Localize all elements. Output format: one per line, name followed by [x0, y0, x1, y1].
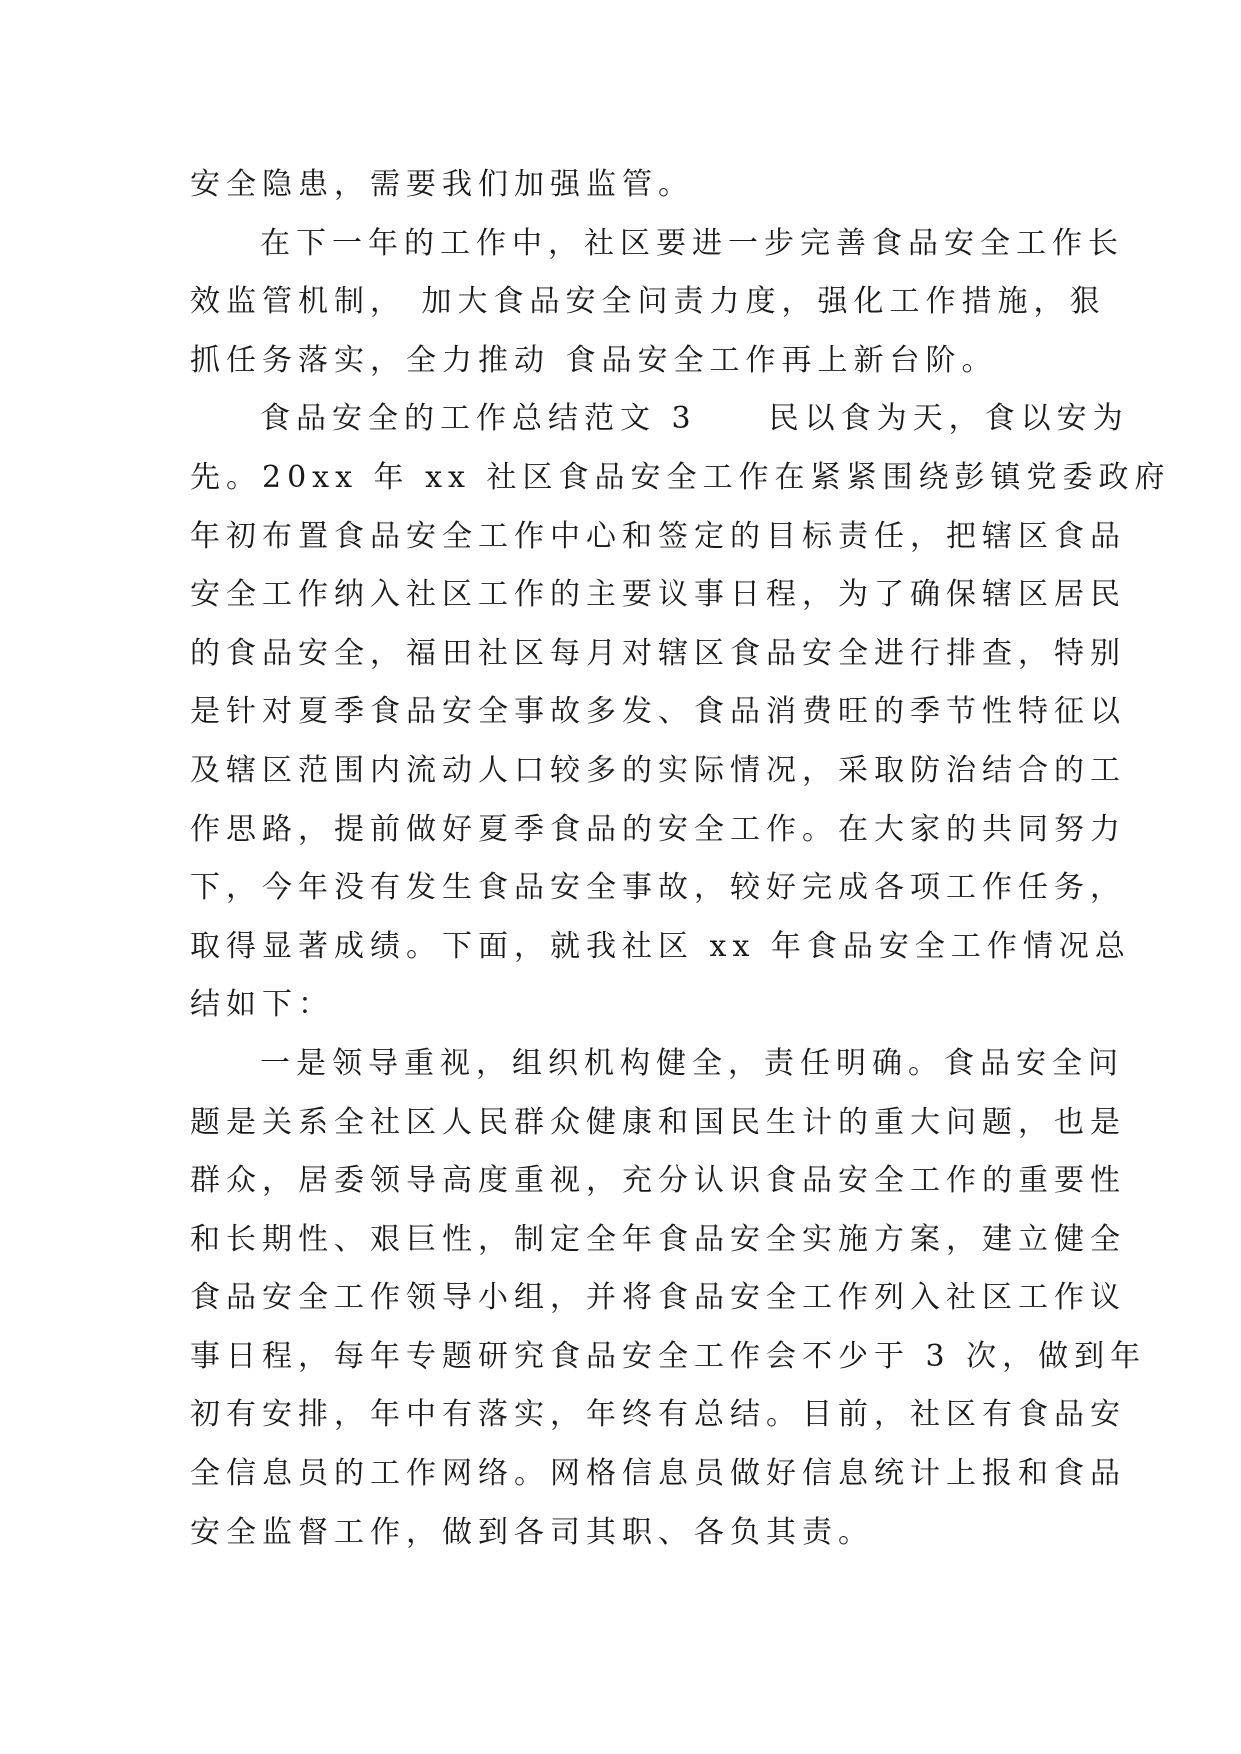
text-line: 作思路，提前做好夏季食品的安全工作。在大家的共同努力 — [190, 811, 1126, 847]
text-line: 先。20xx 年 xx 社区食品安全工作在紧紧围绕彭镇党委政府 — [190, 459, 1171, 495]
text-line: 安全工作纳入社区工作的主要议事日程，为了确保辖区居民 — [190, 577, 1126, 613]
text-line: 取得显著成绩。下面，就我社区 xx 年食品安全工作情况总 — [190, 928, 1131, 964]
text-line: 一是领导重视，组织机构健全，责任明确。食品安全问 — [260, 1045, 1124, 1081]
text-line: 安全隐患，需要我们加强监管。 — [190, 167, 694, 202]
text-line: 食品安全工作领导小组，并将食品安全工作列入社区工作议 — [190, 1280, 1126, 1316]
text-line: 和长期性、艰巨性，制定全年食品安全实施方案，建立健全 — [190, 1221, 1126, 1257]
text-line: 全信息员的工作网络。网格信息员做好信息统计上报和食品 — [190, 1456, 1126, 1492]
text-line: 是针对夏季食品安全事故多发、食品消费旺的季节性特征以 — [190, 694, 1126, 730]
text-line: 及辖区范围内流动人口较多的实际情况，采取防治结合的工 — [190, 752, 1126, 788]
text-line: 的食品安全，福田社区每月对辖区食品安全进行排查，特别 — [190, 635, 1126, 671]
text-line: 初有安排，年中有落实，年终有总结。目前，社区有食品安 — [190, 1397, 1126, 1433]
text-line: 效监管机制， 加大食品安全问责力度，强化工作措施，狠 — [190, 284, 1106, 320]
text-line: 年初布置食品安全工作中心和签定的目标责任，把辖区食品 — [190, 518, 1126, 554]
text-line: 安全监督工作，做到各司其职、各负其责。 — [190, 1514, 874, 1550]
text-line: 在下一年的工作中，社区要进一步完善食品安全工作长 — [260, 225, 1124, 261]
text-line: 食品安全的工作总结范文 3 民以食为天，食以安为 — [260, 401, 1129, 437]
text-line: 题是关系全社区人民群众健康和国民生计的重大问题，也是 — [190, 1104, 1126, 1140]
text-line: 结如下： — [190, 987, 334, 1023]
text-line: 抓任务落实，全力推动 食品安全工作再上新台阶。 — [190, 342, 998, 378]
text-line: 事日程，每年专题研究食品安全工作会不少于 3 次，做到年 — [190, 1338, 1147, 1374]
text-line: 下，今年没有发生食品安全事故，较好完成各项工作任务， — [190, 870, 1126, 906]
body-text — [190, 156, 1171, 1562]
text-line: 群众，居委领导高度重视，充分认识食品安全工作的重要性 — [190, 1163, 1126, 1199]
